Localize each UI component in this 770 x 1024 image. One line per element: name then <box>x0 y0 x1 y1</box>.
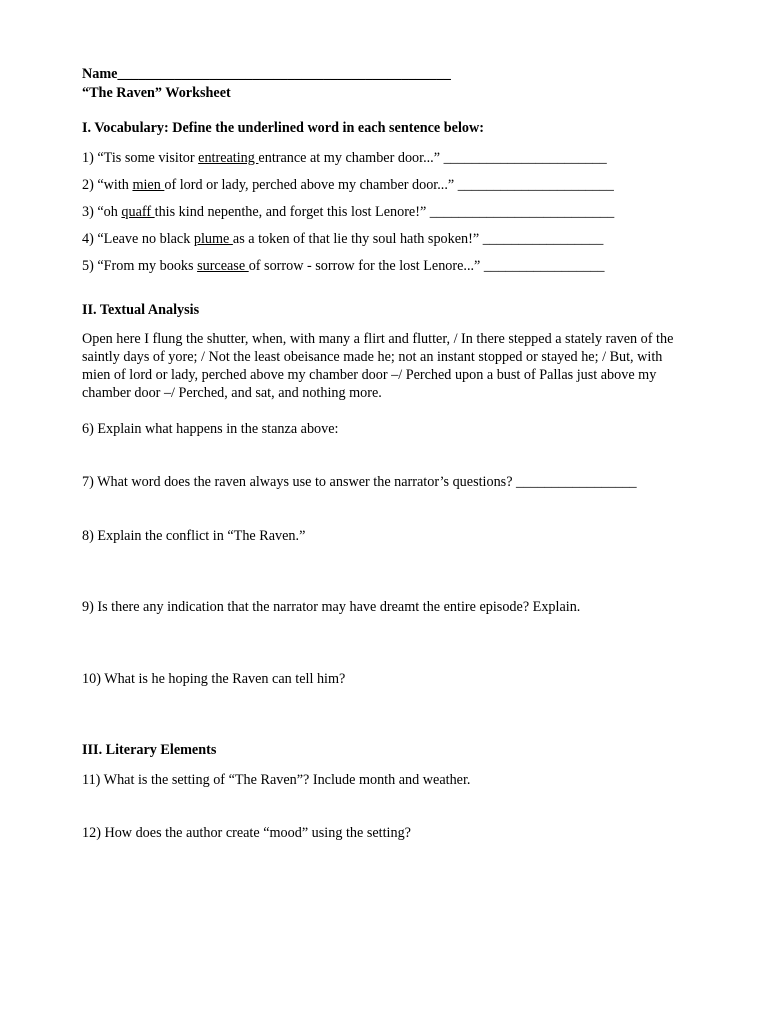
vocab-word: plume <box>193 231 233 247</box>
question-10: 10) What is he hoping the Raven can tell him? <box>82 671 346 687</box>
vocab-item <box>82 230 603 248</box>
vocab-prefix: 1) “Tis some visitor <box>82 150 199 166</box>
stanza-passage: Open here I flung the shutter, when, with many a flirt and flutter, / In there stepped a stately raven of the saintly days of yore; / Not the least obeisance made he; not an instant stopped or stayed he; / But, with mien of lord or lady, perched above my chamber door –/ Perched upon a bust of Pallas just above my chamber door –/ Perched, and sat, and nothing more. <box>82 331 674 401</box>
question-12: 12) How does the author create “mood” using the setting? <box>82 825 411 841</box>
name-blank[interactable]: _______________________________________________ <box>117 66 451 82</box>
literary-elements-heading: III. Literary Elements <box>82 742 217 758</box>
vocab-prefix: 2) “with <box>82 177 133 193</box>
textual-analysis-heading: II. Textual Analysis <box>82 302 200 318</box>
vocab-suffix: entrance at my chamber door...” _______________________ <box>258 150 607 166</box>
vocab-suffix: as a token of that lie thy soul hath spoken!” _________________ <box>232 231 604 247</box>
vocab-word: entreating <box>198 150 259 166</box>
name-label: Name <box>82 66 118 82</box>
question-6: 6) Explain what happens in the stanza above: <box>82 421 339 437</box>
vocab-item <box>82 257 605 275</box>
question-11: 11) What is the setting of “The Raven”? Include month and weather. <box>82 772 471 788</box>
vocab-word: quaff <box>121 204 155 220</box>
vocab-item <box>82 149 607 167</box>
vocabulary-heading: I. Vocabulary: Define the underlined word in each sentence below: <box>82 120 484 136</box>
vocab-item <box>82 203 614 221</box>
question-7: 7) What word does the raven always use to answer the narrator’s questions? _________________ <box>82 474 637 490</box>
name-field[interactable] <box>82 65 451 83</box>
worksheet-title: “The Raven” Worksheet <box>82 85 231 101</box>
vocab-prefix: 3) “oh <box>82 204 122 220</box>
question-9: 9) Is there any indication that the narrator may have dreamt the entire episode? Explain. <box>82 599 581 615</box>
vocab-word: mien <box>132 177 165 193</box>
vocab-suffix: this kind nepenthe, and forget this lost Lenore!” __________________________ <box>154 204 615 220</box>
vocab-suffix: of sorrow - sorrow for the lost Lenore...” _________________ <box>248 258 605 274</box>
vocab-suffix: of lord or lady, perched above my chamber door...” ______________________ <box>164 177 614 193</box>
vocab-prefix: 4) “Leave no black <box>82 231 194 247</box>
vocab-word: surcease <box>197 258 249 274</box>
vocab-item <box>82 176 614 194</box>
question-8: 8) Explain the conflict in “The Raven.” <box>82 528 306 544</box>
vocab-prefix: 5) “From my books <box>82 258 198 274</box>
